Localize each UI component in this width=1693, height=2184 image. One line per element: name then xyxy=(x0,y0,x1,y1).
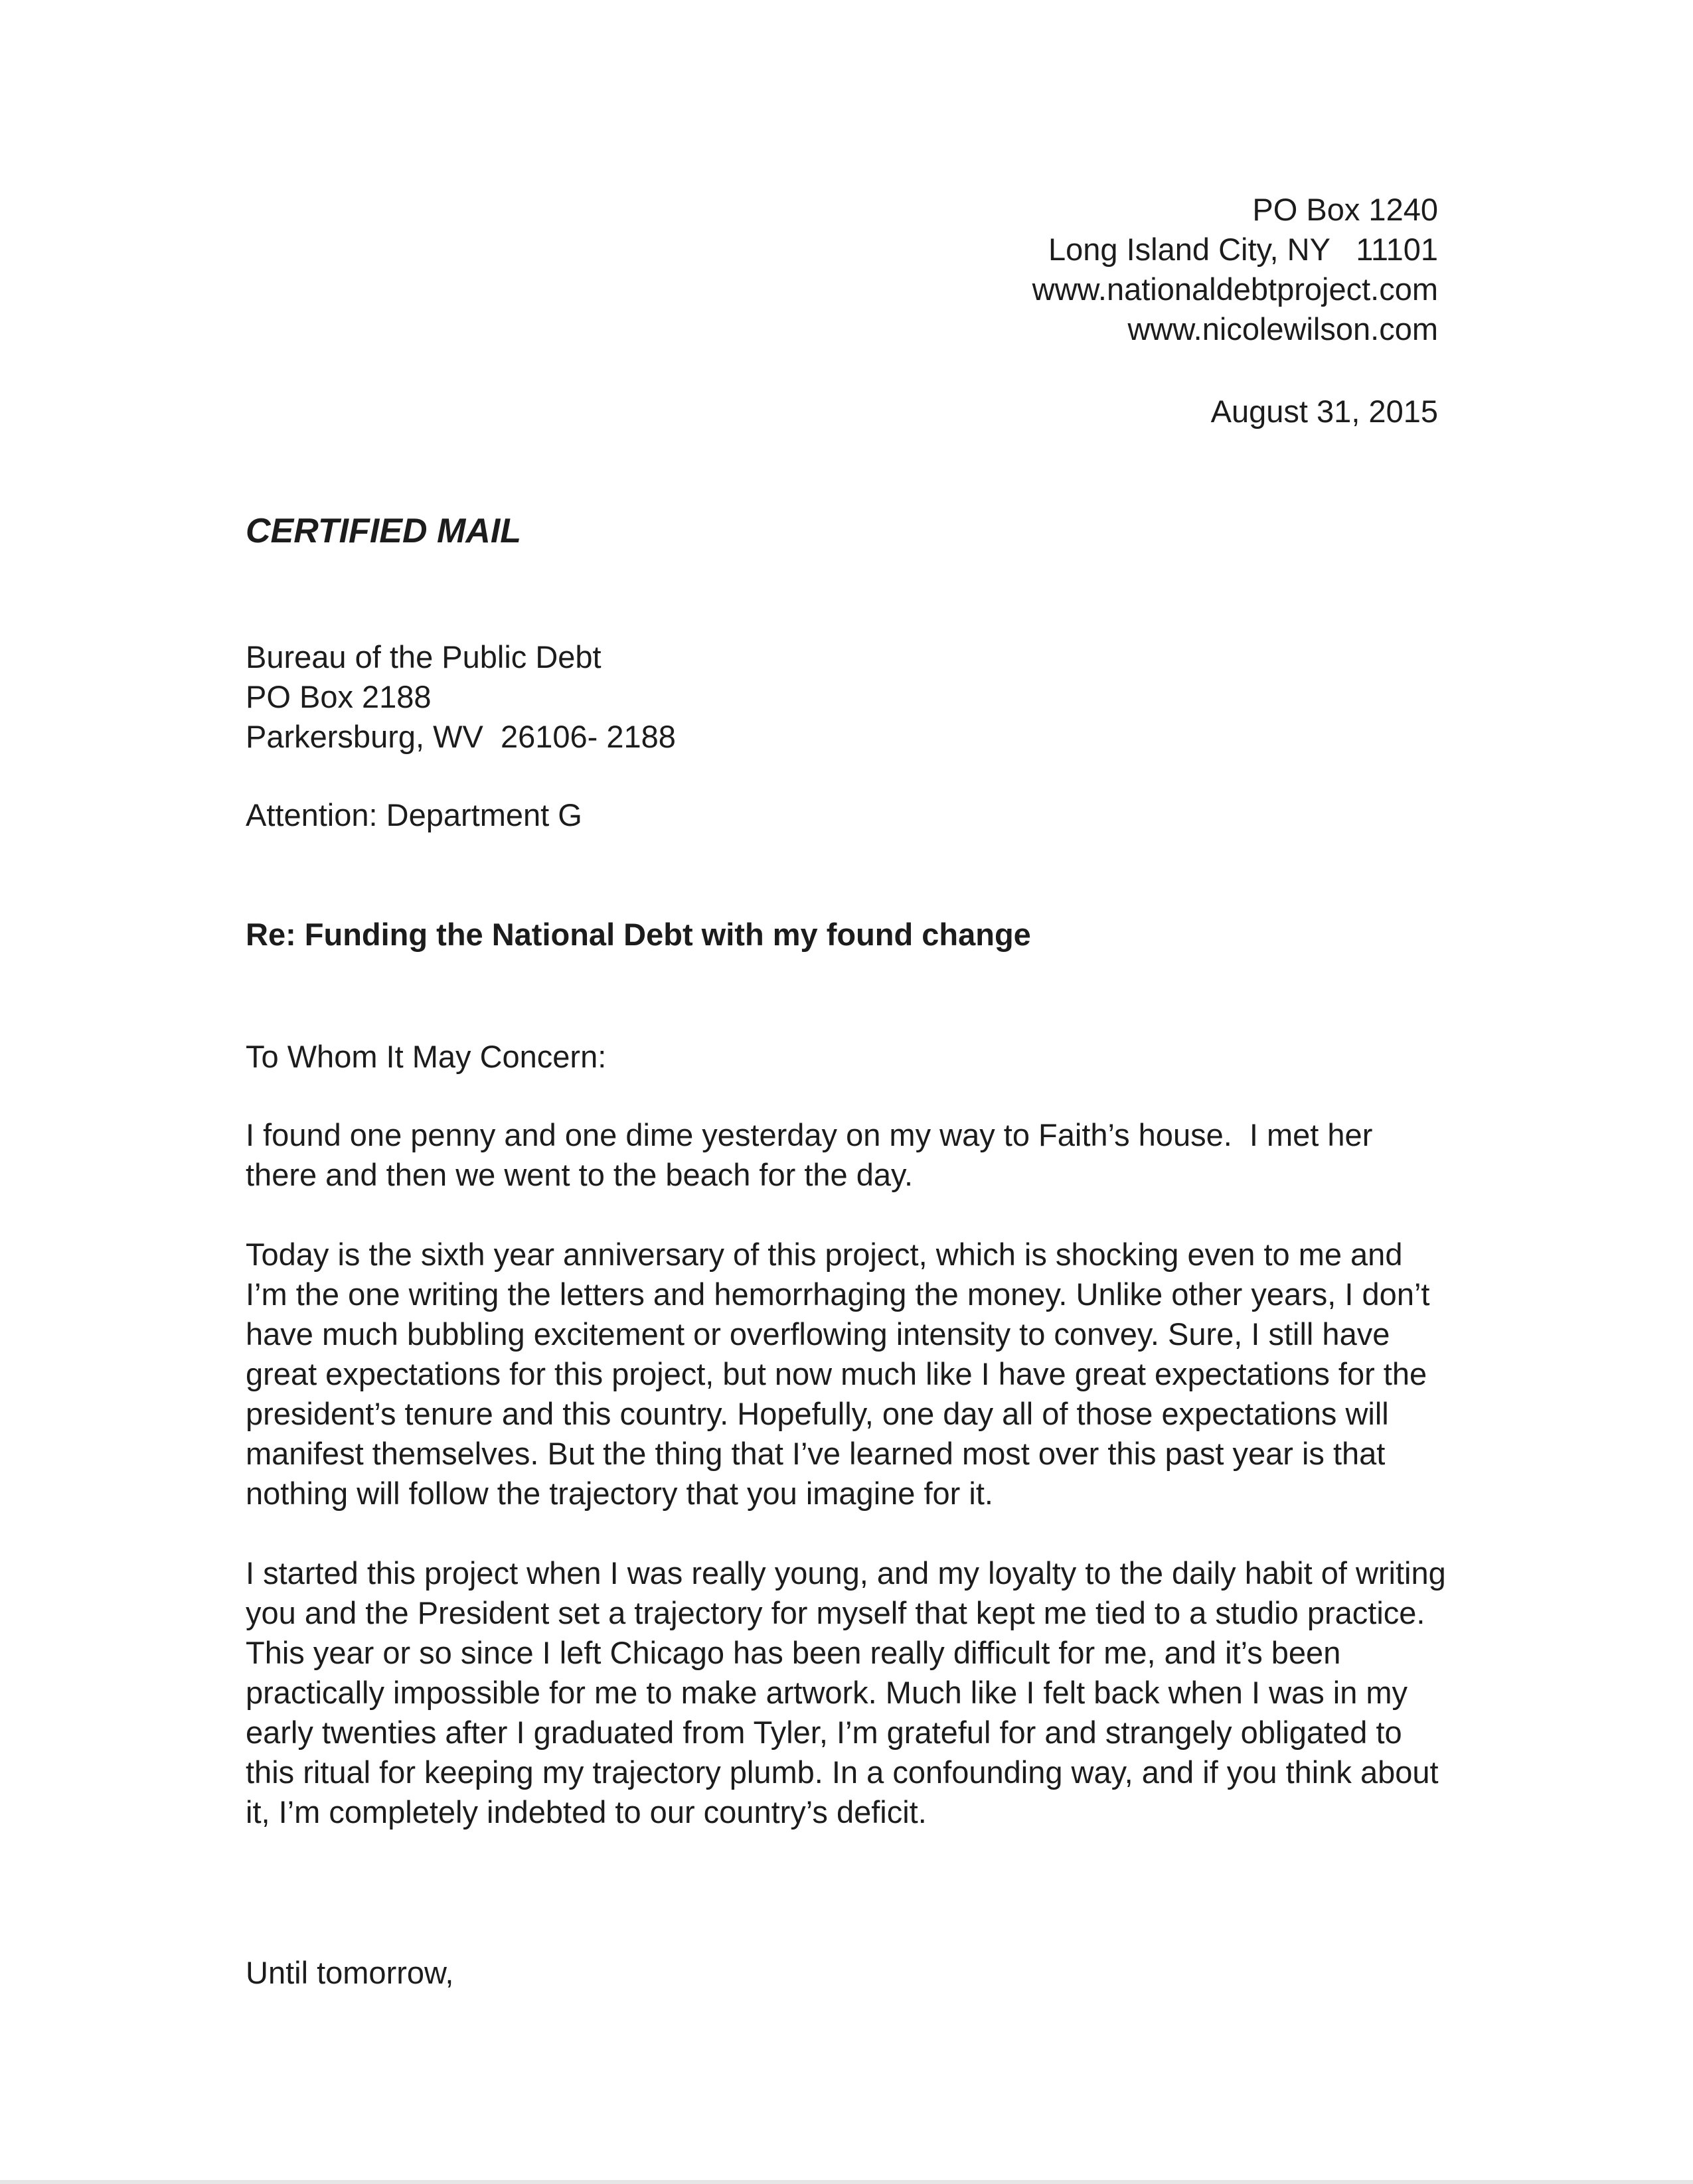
sender-address-block xyxy=(708,190,1438,349)
recipient-address-line2: Parkersburg, WV 26106- 2188 xyxy=(246,719,676,754)
recipient-address-line1: PO Box 2188 xyxy=(246,679,432,714)
salutation: To Whom It May Concern: xyxy=(246,1039,607,1074)
letter-date: August 31, 2015 xyxy=(1210,394,1438,429)
sender-website-1: www.nationaldebtproject.com xyxy=(1032,272,1438,307)
letter-body xyxy=(246,1115,1447,1872)
sender-address-line1: PO Box 1240 xyxy=(1252,192,1438,227)
scan-edge-divider xyxy=(0,2180,1693,2184)
body-paragraph: Today is the sixth year anniversary of this project, which is shocking even to me and I’m the one writing the letters and hemorrhaging the money. Unlike other years, I don’t have much bubbling excitement or overflowing intensity to convey. Sure, I still have great expectations for this project, but now much like I have great expectations for the president’s tenure and this country. Hopefully, one day all of those expectations will manifest themselves. But the thing that I’ve learned most over this past year is that nothing will follow the trajectory that you imagine for it. xyxy=(246,1237,1430,1511)
recipient-address-block xyxy=(246,637,676,757)
sender-address-line2: Long Island City, NY 11101 xyxy=(1048,232,1438,267)
subject-line: Re: Funding the National Debt with my found change xyxy=(246,917,1031,952)
attention-line: Attention: Department G xyxy=(246,797,582,832)
closing: Until tomorrow, xyxy=(246,1955,454,1990)
sender-website-2: www.nicolewilson.com xyxy=(1127,311,1438,347)
body-paragraph: I found one penny and one dime yesterday on my way to Faith’s house. I met her there and then we went to the beach for the day. xyxy=(246,1117,1382,1192)
recipient-name: Bureau of the Public Debt xyxy=(246,639,602,674)
body-paragraph: I started this project when I was really young, and my loyalty to the daily habit of writing you and the President set a trajectory for myself that kept me tied to a studio practice. This year or so since I left Chicago has been really difficult for me, and it’s been practically impossible for me to make artwork. Much like I felt back when I was in my early twenties after I graduated from Tyler, I’m grateful for and strangely obligated to this ritual for keeping my trajectory plumb. In a confounding way, and if you think about it, I’m completely indebted to our country’s deficit. xyxy=(246,1555,1446,1830)
delivery-method: CERTIFIED MAIL xyxy=(246,512,522,550)
